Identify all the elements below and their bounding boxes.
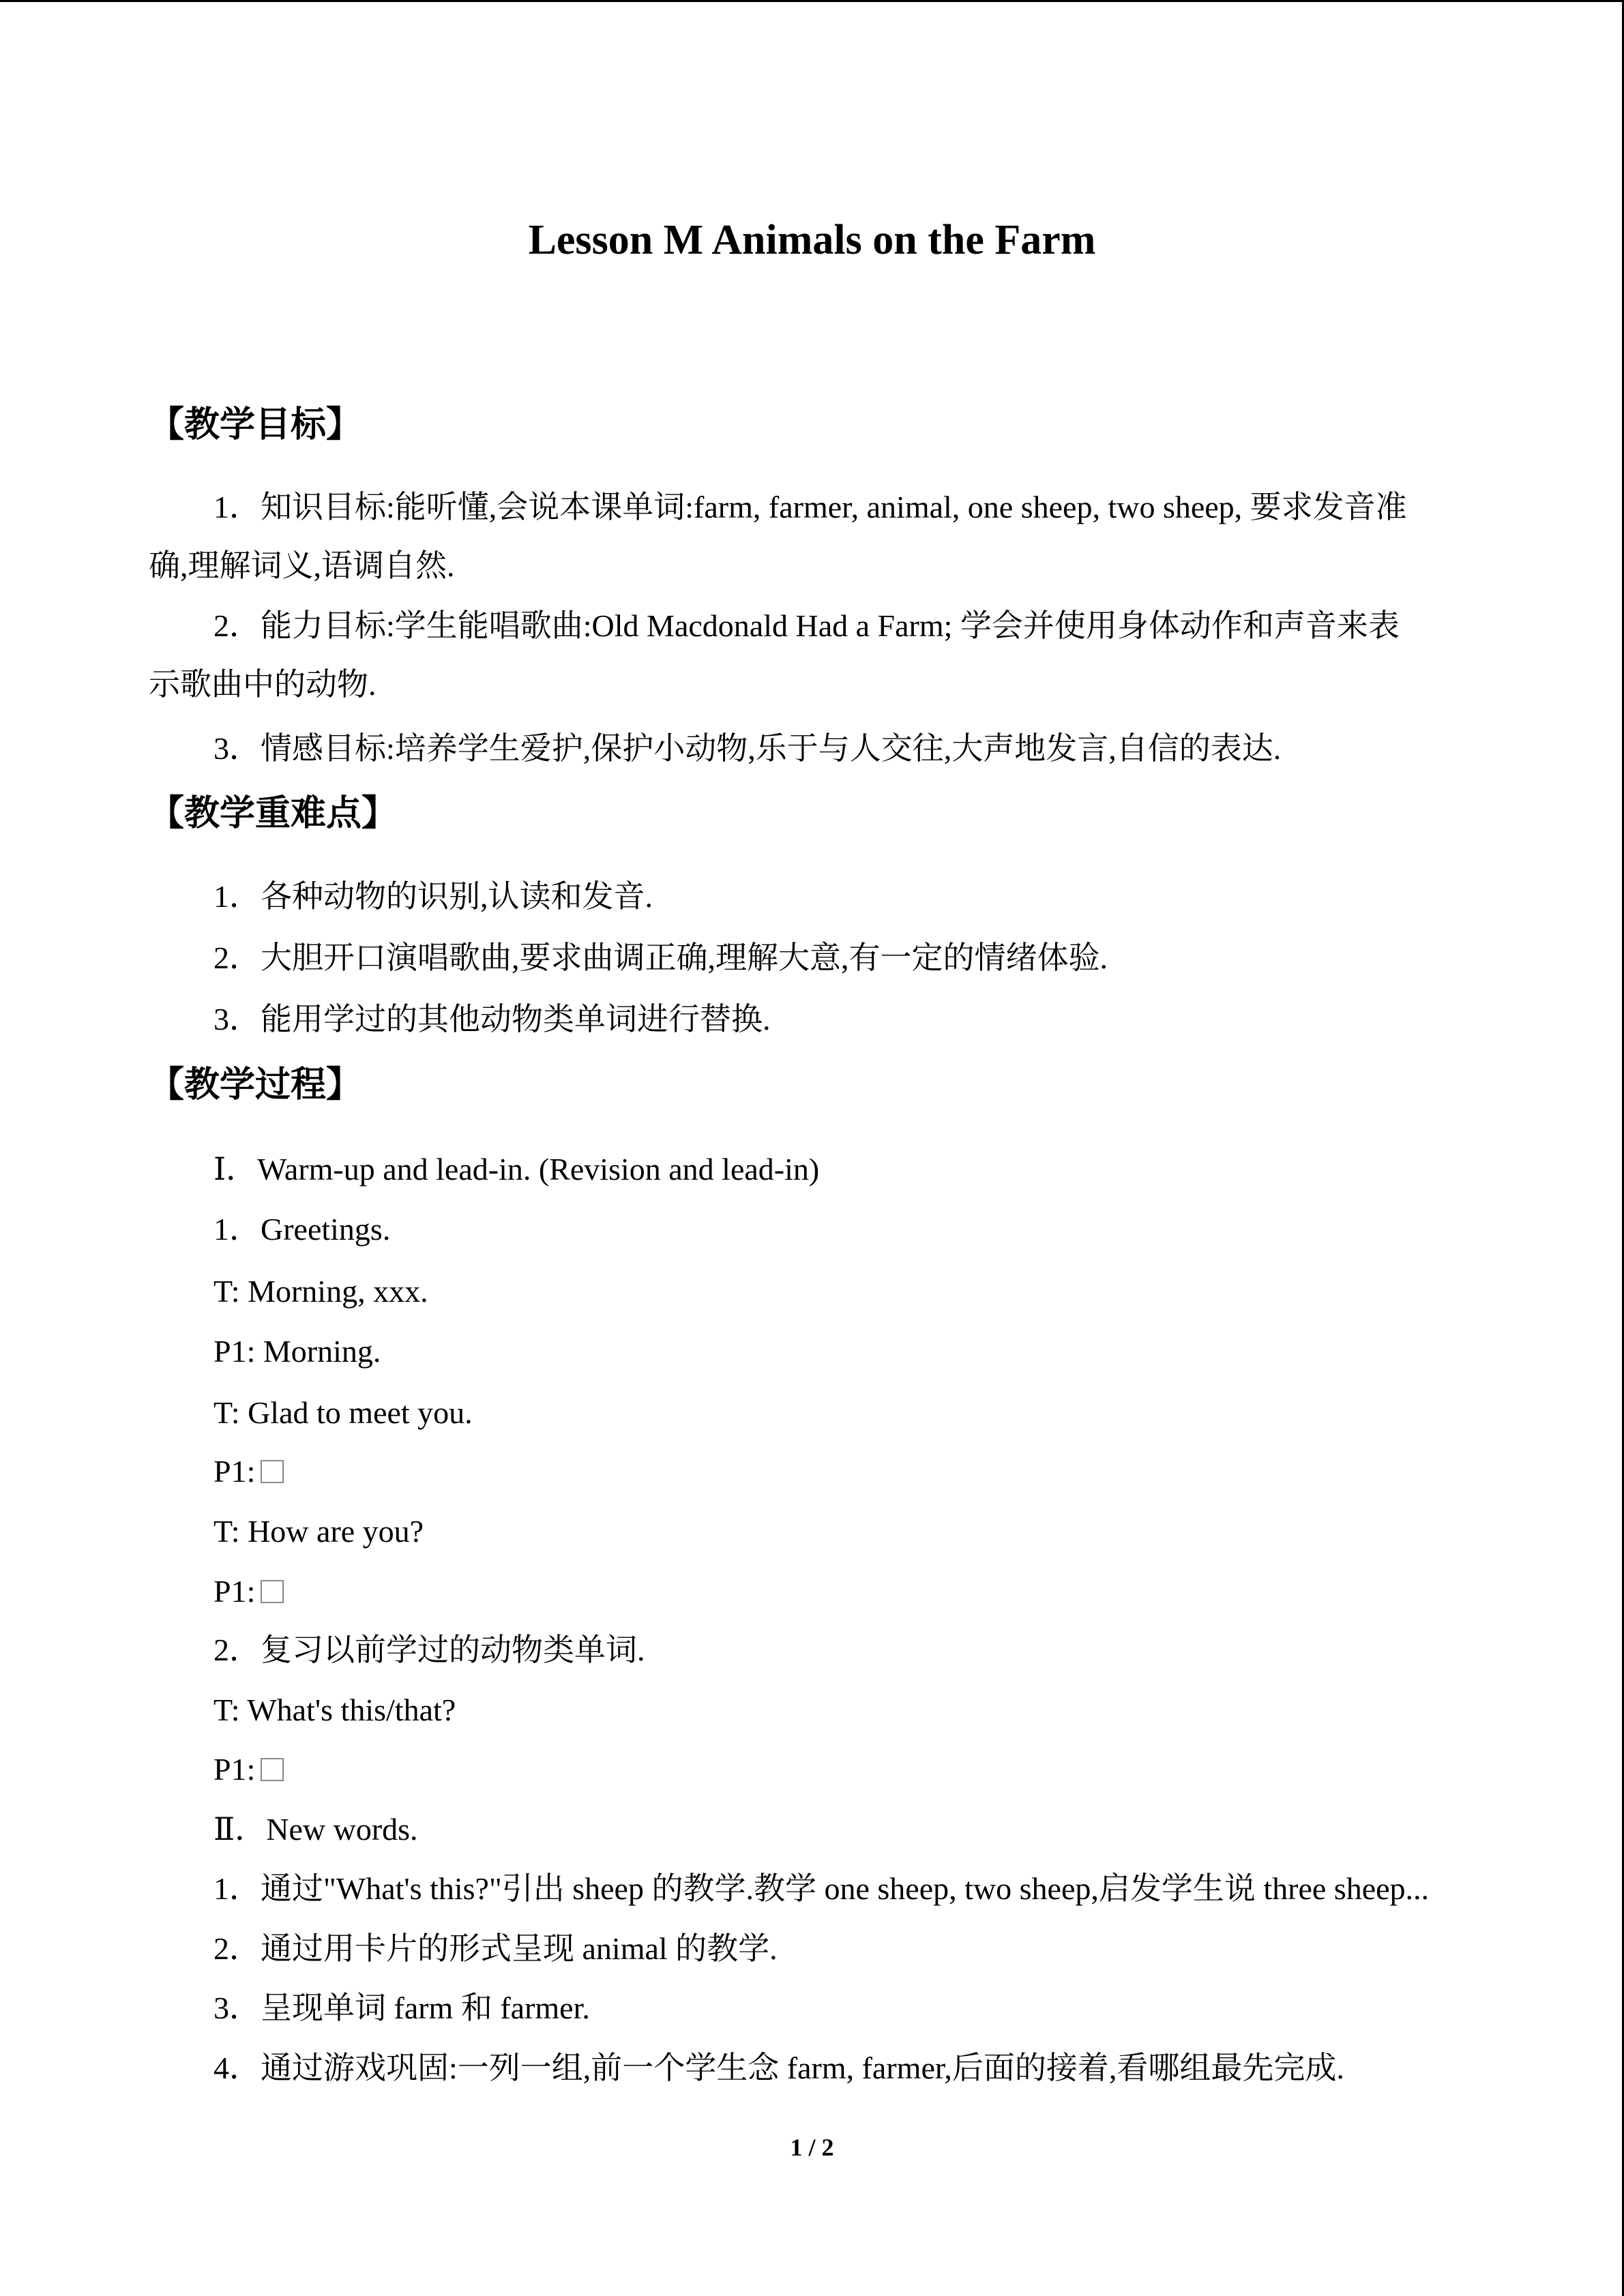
- process-part1: Ⅰ．Warm-up and lead-in. (Revision and lead-in): [213, 1152, 820, 1187]
- dialogue-p1d: [213, 1749, 284, 1790]
- dialogue-p1b: [213, 1451, 284, 1492]
- objective-2-line1: 2．能力目标:学生能唱歌曲:Old Macdonald Had a Farm; 学会并使用身体动作和声音来表: [213, 608, 1400, 643]
- placeholder-box: [261, 1580, 284, 1603]
- dialogue-p1b-label: P1:: [213, 1454, 256, 1489]
- dialogue-p1c: [213, 1571, 284, 1612]
- new-words-1: 1．通过"What's this?"引出 sheep 的教学.教学 one sheep, two sheep,启发学生说 three sheep...: [213, 1871, 1430, 1906]
- document-title: Lesson M Animals on the Farm: [528, 217, 1096, 263]
- objective-1-line1: 1．知识目标:能听懂,会说本课单词:farm, farmer, animal, one sheep, two sheep, 要求发音准: [213, 490, 1407, 524]
- dialogue-t4: T: What's this/that?: [213, 1693, 456, 1727]
- objective-3: 3．情感目标:培养学生爱护,保护小动物,乐于与人交往,大声地发言,自信的表达.: [213, 731, 1282, 766]
- objectives-heading: 【教学目标】: [149, 404, 362, 445]
- page-number: 1 / 2: [790, 2134, 834, 2161]
- dialogue-p1d-label: P1:: [213, 1752, 256, 1787]
- keypoints-heading: 【教学重难点】: [149, 793, 398, 834]
- new-words-3: 3．呈现单词 farm 和 farmer.: [213, 1991, 590, 2025]
- dialogue-t1: T: Morning, xxx.: [213, 1274, 428, 1309]
- new-words-2: 2．通过用卡片的形式呈现 animal 的教学.: [213, 1931, 778, 1966]
- keypoint-1: 1．各种动物的识别,认读和发音.: [213, 879, 653, 914]
- dialogue-t3: T: How are you?: [213, 1514, 424, 1549]
- objective-1-line2: 确,理解词义,语调自然.: [149, 548, 455, 583]
- placeholder-box: [261, 1460, 284, 1483]
- process-heading: 【教学过程】: [149, 1064, 362, 1105]
- new-words-4: 4．通过游戏巩固:一列一组,前一个学生念 farm, farmer,后面的接着,看哪组最先完成.: [213, 2051, 1344, 2085]
- placeholder-box: [261, 1758, 284, 1781]
- process-review: 2．复习以前学过的动物类单词.: [213, 1632, 645, 1667]
- dialogue-p1a: P1: Morning.: [213, 1334, 381, 1369]
- process-part2: Ⅱ．New words.: [213, 1812, 418, 1847]
- dialogue-t2: T: Glad to meet you.: [213, 1395, 473, 1430]
- objective-2-line2: 示歌曲中的动物.: [149, 667, 377, 702]
- process-greetings: 1．Greetings.: [213, 1212, 391, 1247]
- keypoint-2: 2．大胆开口演唱歌曲,要求曲调正确,理解大意,有一定的情绪体验.: [213, 940, 1108, 975]
- keypoint-3: 3．能用学过的其他动物类单词进行替换.: [213, 1002, 771, 1037]
- dialogue-p1c-label: P1:: [213, 1574, 256, 1609]
